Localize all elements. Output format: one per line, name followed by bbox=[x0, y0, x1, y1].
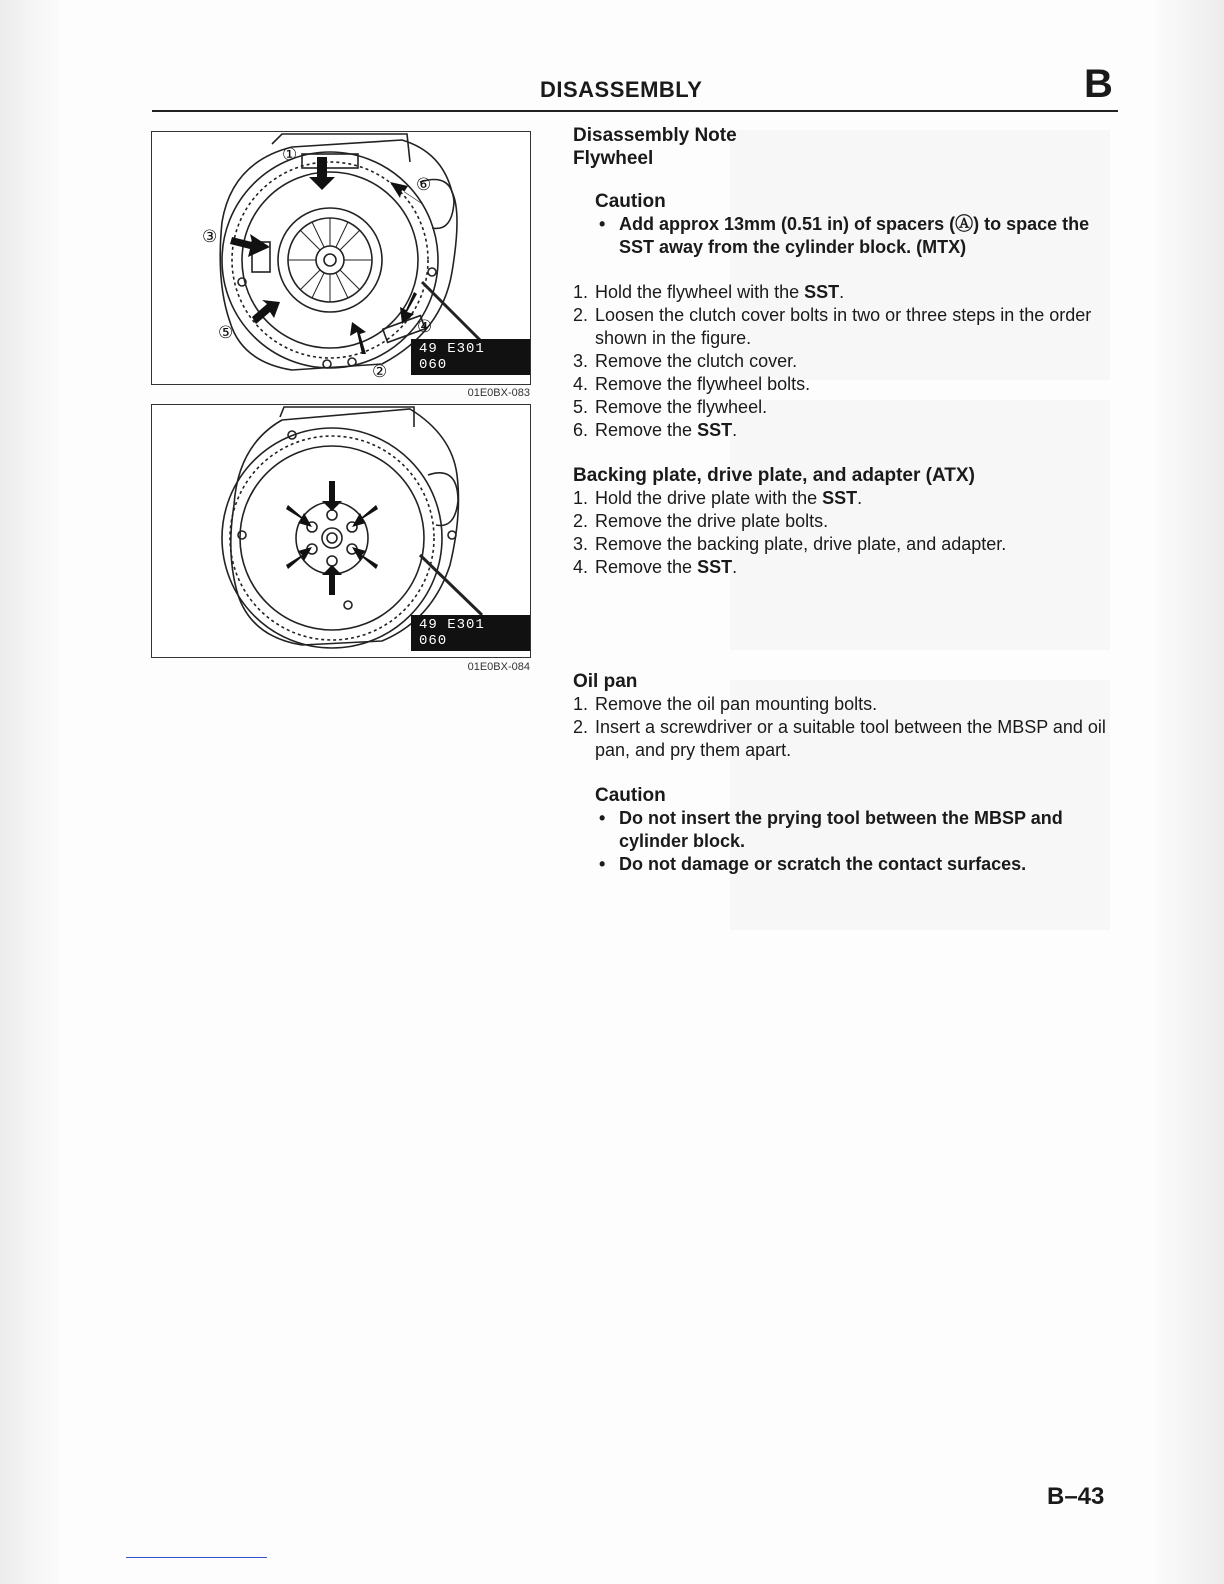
step-bold-term: SST bbox=[697, 557, 733, 577]
callout-1: ① bbox=[282, 145, 298, 165]
caution-label: Caution bbox=[595, 785, 666, 806]
figure-code: 01E0BX-083 bbox=[467, 387, 530, 399]
disassembly-note-section bbox=[573, 124, 1121, 442]
step-number: 5. bbox=[573, 397, 589, 417]
list-item bbox=[573, 716, 1121, 762]
header-rule bbox=[152, 110, 1118, 112]
page-margin-right bbox=[1156, 0, 1224, 1584]
step-text: Remove the oil pan mounting bolts. bbox=[595, 694, 878, 714]
step-text: Loosen the clutch cover bolts in two or three steps in the order shown in the figure. bbox=[595, 305, 1092, 348]
step-number: 4. bbox=[573, 557, 589, 577]
drive-plate-figure bbox=[151, 404, 531, 658]
step-text: Insert a screwdriver or a suitable tool between the MBSP and oil pan, and pry them apart. bbox=[595, 717, 1106, 760]
subsection-heading: Flywheel bbox=[573, 148, 654, 169]
step-number: 4. bbox=[573, 374, 589, 394]
clutch-cover-figure bbox=[151, 131, 531, 385]
step-text: Remove the flywheel. bbox=[595, 397, 768, 417]
step-number: 3. bbox=[573, 534, 589, 554]
step-tail: . bbox=[857, 488, 863, 508]
figure-code: 01E0BX-084 bbox=[467, 661, 530, 673]
step-text: Remove the bbox=[595, 420, 698, 440]
step-bold-term: SST bbox=[822, 488, 858, 508]
oil-pan-section bbox=[573, 670, 1121, 876]
sst-tag: 49 E301 060 bbox=[411, 339, 530, 375]
step-text: Remove the backing plate, drive plate, and adapter. bbox=[595, 534, 1007, 554]
list-item bbox=[573, 373, 1121, 396]
list-item bbox=[573, 396, 1121, 419]
step-list bbox=[573, 281, 1121, 442]
step-number: 6. bbox=[573, 420, 589, 440]
list-item bbox=[573, 350, 1121, 373]
section-heading: Backing plate, drive plate, and adapter (ATX) bbox=[573, 465, 975, 486]
list-item bbox=[573, 556, 1121, 579]
step-number: 1. bbox=[573, 282, 589, 302]
step-tail: . bbox=[732, 557, 738, 577]
step-list bbox=[573, 487, 1121, 579]
step-tail: . bbox=[839, 282, 845, 302]
callout-5: ⑤ bbox=[218, 323, 234, 343]
step-number: 2. bbox=[573, 305, 589, 325]
list-item bbox=[573, 510, 1121, 533]
backing-plate-section bbox=[573, 464, 1121, 579]
step-number: 3. bbox=[573, 351, 589, 371]
callout-2: ② bbox=[372, 362, 388, 382]
step-text: Remove the flywheel bolts. bbox=[595, 374, 811, 394]
step-number: 1. bbox=[573, 694, 589, 714]
page-title: DISASSEMBLY bbox=[540, 77, 703, 102]
step-number: 2. bbox=[573, 511, 589, 531]
list-item bbox=[573, 304, 1121, 350]
list-item bbox=[573, 487, 1121, 510]
callout-4: ④ bbox=[417, 317, 433, 337]
step-number: 1. bbox=[573, 488, 589, 508]
caution-bullet: • Do not damage or scratch the contact surfaces. bbox=[595, 853, 1121, 876]
section-letter: B bbox=[1084, 62, 1113, 106]
caution-bullet: • Add approx 13mm (0.51 in) of spacers (Ⓐ) to space the SST away from the cylinder block. (MTX) bbox=[595, 213, 1121, 259]
list-item bbox=[573, 419, 1121, 442]
page-number: B–43 bbox=[1047, 1483, 1105, 1510]
caution-bullet: • Do not insert the prying tool between the MBSP and cylinder block. bbox=[595, 807, 1121, 853]
section-heading: Disassembly Note bbox=[573, 125, 737, 146]
bottom-link-underline bbox=[126, 1557, 267, 1558]
step-number: 2. bbox=[573, 717, 589, 737]
page-margin-left bbox=[0, 0, 58, 1584]
step-text: Hold the flywheel with the bbox=[595, 282, 805, 302]
sst-tag: 49 E301 060 bbox=[411, 615, 530, 651]
step-text: Remove the bbox=[595, 557, 698, 577]
list-item bbox=[573, 533, 1121, 556]
callout-3: ③ bbox=[202, 227, 218, 247]
step-bold-term: SST bbox=[697, 420, 733, 440]
step-text: Hold the drive plate with the bbox=[595, 488, 823, 508]
step-bold-term: SST bbox=[804, 282, 840, 302]
step-tail: . bbox=[732, 420, 738, 440]
callout-6: ⑥ bbox=[416, 175, 432, 195]
list-item bbox=[573, 281, 1121, 304]
section-heading: Oil pan bbox=[573, 671, 638, 692]
list-item bbox=[573, 693, 1121, 716]
step-text: Remove the drive plate bolts. bbox=[595, 511, 829, 531]
step-text: Remove the clutch cover. bbox=[595, 351, 798, 371]
caution-label: Caution bbox=[595, 191, 666, 212]
